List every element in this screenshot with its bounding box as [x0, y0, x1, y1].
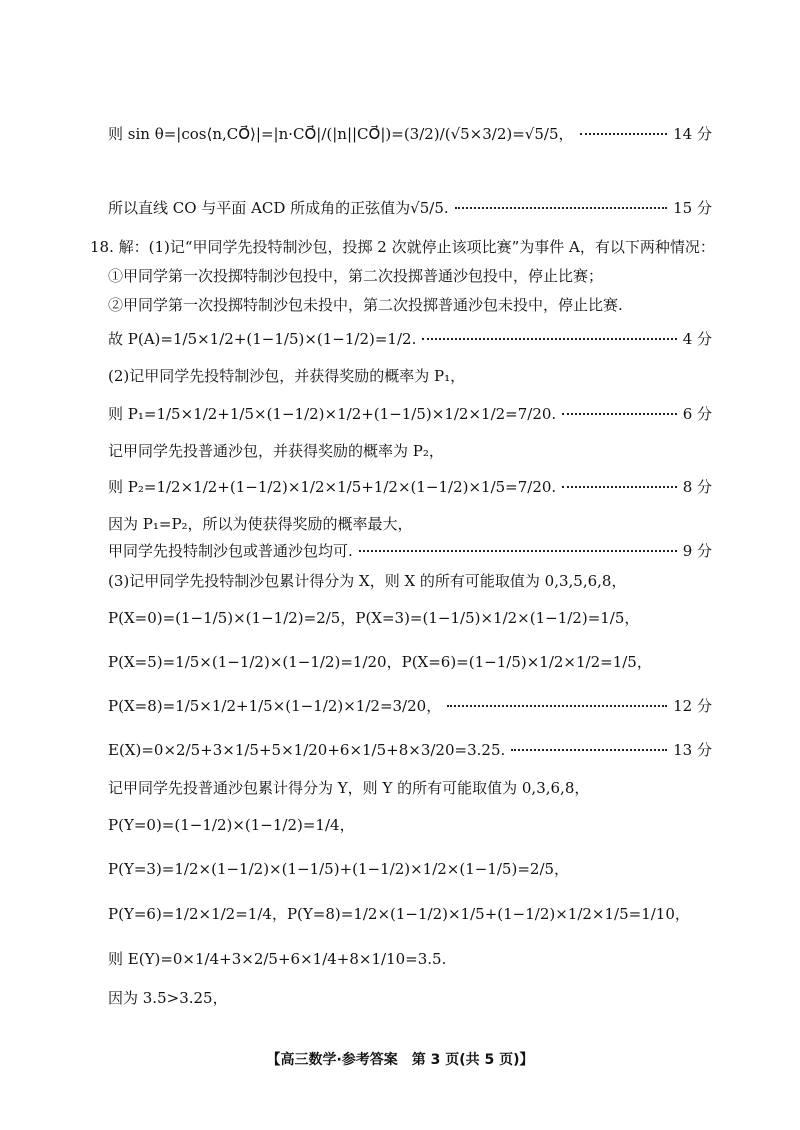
solution-line [108, 329, 712, 349]
solution-line [108, 859, 712, 879]
solution-text: 记甲同学先投普通沙包累计得分为 Y，则 Y 的所有可能取值为 0,3,6,8， [108, 779, 590, 797]
dot-leader [580, 133, 668, 135]
solution-text: P(Y=0)=(1−1/2)×(1−1/2)=1/4， [108, 816, 355, 834]
page-footer: 【高三数学·参考答案 第 3 页(共 5 页)】 [266, 1052, 534, 1068]
solution-text: (3)记甲同学先投特制沙包累计得分为 X，则 X 的所有可能取值为 0,3,5,6,8， [108, 572, 627, 590]
solution-line [108, 366, 712, 386]
dot-leader [562, 413, 676, 415]
solution-line [108, 778, 712, 798]
dot-leader [422, 338, 676, 340]
solution-line [108, 988, 712, 1008]
score-mark: 14 分 [673, 125, 712, 143]
solution-text: P(X=8)=1/5×1/2+1/5×(1−1/2)×1/2=3/20， [108, 697, 442, 715]
dot-leader [447, 705, 667, 707]
solution-line [108, 124, 712, 144]
solution-line [108, 404, 712, 424]
solution-line [108, 949, 712, 969]
solution-line [108, 514, 712, 534]
dot-leader [511, 749, 667, 751]
score-mark: 8 分 [682, 478, 712, 496]
solution-text: P(X=5)=1/5×(1−1/2)×(1−1/2)=1/20，P(X=6)=(1−1/5)×1/2×1/2=1/5， [108, 653, 652, 671]
solution-text: 甲同学先投特制沙包或普通沙包均可. [108, 542, 353, 560]
solution-text: 因为 P₁=P₂，所以为使获得奖励的概率最大， [108, 515, 413, 533]
solution-line [108, 295, 712, 315]
solution-line [108, 696, 712, 716]
solution-text: 则 P₂=1/2×1/2+(1−1/2)×1/2×1/5+1/2×(1−1/2)×1/5=7/20. [108, 478, 557, 496]
solution-text: ②甲同学第一次投掷特制沙包未投中，第二次投掷普通沙包未投中，停止比赛. [108, 296, 623, 314]
score-mark: 12 分 [673, 697, 712, 715]
score-mark: 13 分 [673, 741, 712, 759]
score-mark: 4 分 [682, 330, 712, 348]
solution-text: E(X)=0×2/5+3×1/5+5×1/20+6×1/5+8×3/20=3.25. [108, 741, 506, 759]
solution-line [108, 904, 712, 924]
solution-text: 则 sin θ=|cos⟨n,CO⃗⟩|=|n·CO⃗|/(|n||CO⃗|)=(3/2)/(√5×3/2)=√5/5， [108, 125, 574, 143]
solution-line [108, 571, 712, 591]
solution-text: 记甲同学先投普通沙包，并获得奖励的概率为 P₂， [108, 442, 444, 460]
solution-text: 因为 3.5>3.25， [108, 989, 228, 1007]
score-mark: 6 分 [682, 405, 712, 423]
solution-line [108, 541, 712, 561]
dot-leader [359, 550, 677, 552]
solution-text: 所以直线 CO 与平面 ACD 所成角的正弦值为√5/5. [108, 199, 449, 217]
dot-leader [562, 486, 676, 488]
solution-text: 故 P(A)=1/5×1/2+(1−1/5)×(1−1/2)=1/2. [108, 330, 417, 348]
solution-line [108, 608, 712, 628]
score-mark: 9 分 [682, 542, 712, 560]
score-mark: 15 分 [673, 199, 712, 217]
solution-line [108, 652, 712, 672]
solution-line [108, 477, 712, 497]
solution-text: 18. 解：(1)记“甲同学先投特制沙包，投掷 2 次就停止该项比赛”为事件 A，有以下两种情况： [90, 238, 715, 256]
solution-line [108, 740, 712, 760]
solution-text: P(X=0)=(1−1/5)×(1−1/2)=2/5，P(X=3)=(1−1/5)×1/2×(1−1/2)=1/5， [108, 609, 640, 627]
solution-text: P(Y=6)=1/2×1/2=1/4，P(Y=8)=1/2×(1−1/2)×1/5+(1−1/2)×1/2×1/5=1/10， [108, 905, 690, 923]
solution-text: 则 E(Y)=0×1/4+3×2/5+6×1/4+8×1/10=3.5. [108, 950, 447, 968]
solution-text: 则 P₁=1/5×1/2+1/5×(1−1/2)×1/2+(1−1/5)×1/2×1/2=7/20. [108, 405, 557, 423]
solution-line [90, 237, 715, 257]
solution-line [108, 198, 712, 218]
solution-line [108, 441, 712, 461]
solution-text: (2)记甲同学先投特制沙包，并获得奖励的概率为 P₁， [108, 367, 466, 385]
dot-leader [455, 207, 667, 209]
solution-text: P(Y=3)=1/2×(1−1/2)×(1−1/5)+(1−1/2)×1/2×(1−1/5)=2/5， [108, 860, 570, 878]
solution-line [108, 266, 712, 286]
solution-line [108, 815, 712, 835]
solution-text: ①甲同学第一次投掷特制沙包投中，第二次投掷普通沙包投中，停止比赛； [108, 267, 604, 285]
